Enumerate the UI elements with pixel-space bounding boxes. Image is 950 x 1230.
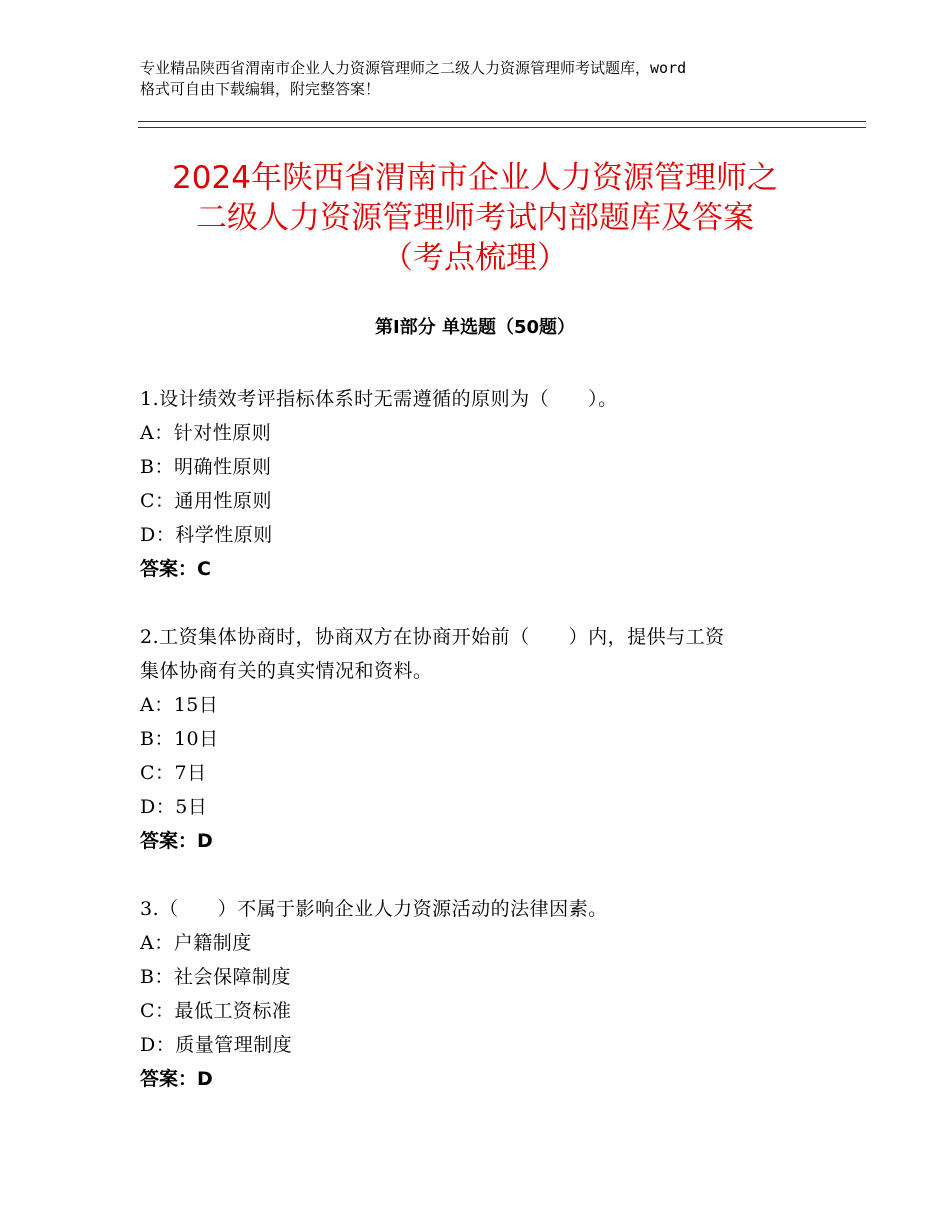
header-note: [140, 58, 840, 100]
option-a: A：15日: [140, 694, 219, 716]
question-stem: 1.设计绩效考评指标体系时无需遵循的原则为（ ）。: [140, 388, 618, 410]
header-divider: [138, 121, 866, 128]
question-list: [140, 382, 820, 1096]
question-spacer: [140, 858, 820, 892]
option-b: B：10日: [140, 728, 219, 750]
option-c: C：最低工资标准: [140, 1000, 292, 1022]
option-d: D：科学性原则: [140, 524, 273, 546]
option-a: A：针对性原则: [140, 422, 272, 444]
section-heading: 第Ⅰ部分 单选题（50题）: [374, 317, 575, 338]
answer: 答案：C: [140, 558, 211, 580]
header-note-line-2: 格式可自由下载编辑，附完整答案！: [140, 80, 381, 98]
question-spacer: [140, 586, 820, 620]
question-3: [140, 892, 820, 1096]
option-a: A：户籍制度: [140, 932, 252, 954]
answer: 答案：D: [140, 830, 213, 852]
question-2: [140, 620, 820, 858]
option-b: B：社会保障制度: [140, 966, 291, 988]
title-line-1: 2024年陕西省渭南市企业人力资源管理师之: [172, 160, 778, 196]
question-1: [140, 382, 820, 586]
question-stem: 3.（ ）不属于影响企业人力资源活动的法律因素。: [140, 898, 608, 920]
answer: 答案：D: [140, 1068, 213, 1090]
title-line-3: （考点梳理）: [382, 240, 568, 276]
header-note-line-1: 专业精品陕西省渭南市企业人力资源管理师之二级人力资源管理师考试题库，word: [140, 59, 687, 77]
document-title: [100, 158, 850, 278]
question-stem-line-2: 集体协商有关的真实情况和资料。: [140, 660, 433, 682]
option-d: D：质量管理制度: [140, 1034, 293, 1056]
option-c: C：通用性原则: [140, 490, 273, 512]
title-line-2: 二级人力资源管理师考试内部题库及答案: [196, 200, 754, 236]
option-d: D：5日: [140, 796, 208, 818]
option-c: C：7日: [140, 762, 207, 784]
option-b: B：明确性原则: [140, 456, 272, 478]
question-stem-line-1: 2.工资集体协商时，协商双方在协商开始前（ ）内，提供与工资: [140, 626, 725, 648]
